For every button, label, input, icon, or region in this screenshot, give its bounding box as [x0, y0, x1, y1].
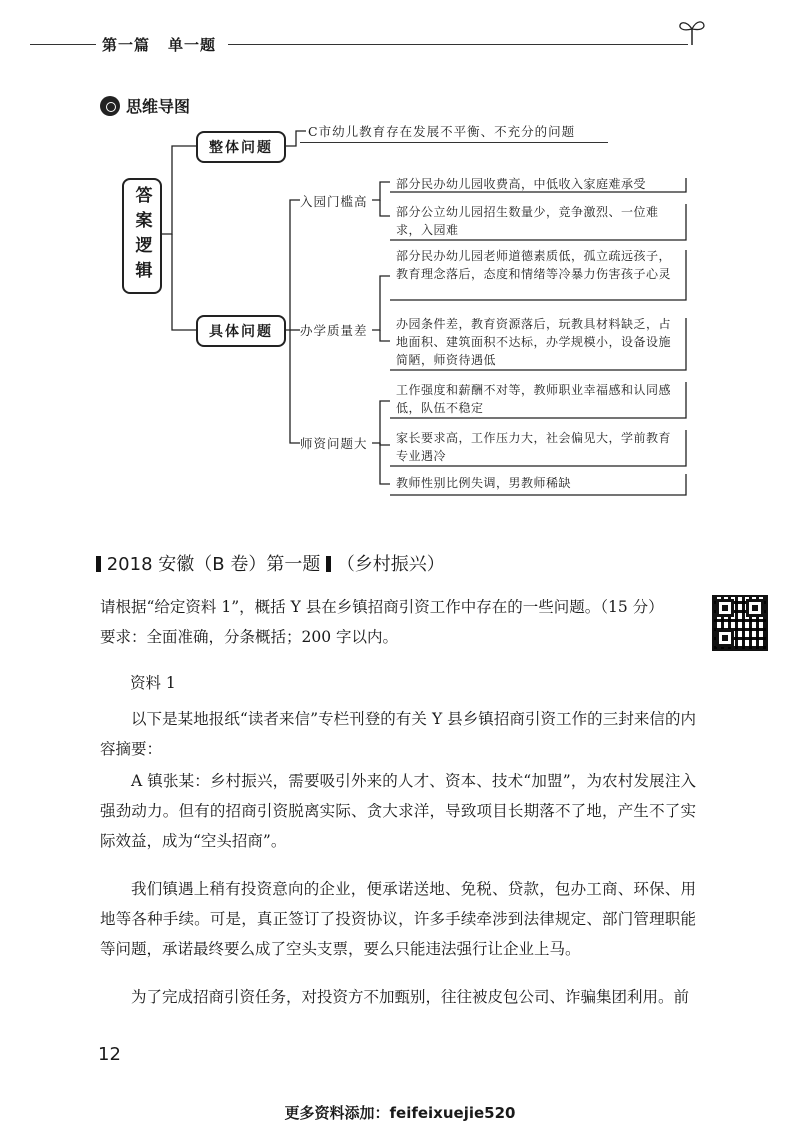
mindmap-category-quality: 办学质量差: [300, 323, 368, 338]
material-paragraph: 我们镇遇上稍有投资意向的企业，便承诺送地、免税、贷款，包办工商、环保、用地等各种手续。可是，真正签订了投资协议，许多手续牵涉到法律规定、部门管理职能等问题，承诺最终要么成了空头支票，要么只能违法强行让企业上马。: [100, 880, 696, 958]
mindmap-leaf: 教师性别比例失调，男教师稀缺: [396, 476, 572, 490]
mindmap-root-label: 答案逻辑: [131, 186, 152, 286]
mindmap-specific-node: [196, 315, 286, 347]
mindmap-category-teachers: 师资问题大: [300, 436, 368, 451]
material-paragraph: A 镇张某：乡村振兴，需要吸引外来的人才、资本、技术“加盟”，为农村发展注入强劲动力。但有的招商引资脱离实际、贪大求洋，导致项目长期落不了地，产生不了实际效益，成为“空头招商”。: [100, 772, 696, 850]
question-requirement: 要求：全面准确，分条概括；200 字以内。: [100, 628, 399, 646]
mindmap-leaf: 部分民办幼儿园收费高，中低收入家庭难承受: [396, 177, 647, 191]
question-topic: （乡村振兴）: [336, 554, 445, 575]
header-chapter: 单一题: [168, 36, 217, 54]
mindmap-overall-label: 整体问题: [209, 140, 273, 156]
mindmap-category-entry: 入园门槛高: [300, 194, 368, 209]
mindmap-root: [122, 178, 162, 294]
title-bar-left: [96, 556, 101, 572]
material-paragraph: 为了完成招商引资任务，对投资方不加甄别，往往被皮包公司、诈骗集团利用。前: [131, 988, 690, 1006]
title-bar-right: [326, 556, 331, 572]
mindmap-leaf: 家长要求高，工作压力大，社会偏见大，学前教育专业遇冷: [396, 431, 672, 463]
question-prompt: 请根据“给定资料 1”，概括 Y 县在乡镇招商引资工作中存在的一些问题。（15 分）: [100, 598, 664, 616]
section-title-text: 思维导图: [126, 97, 191, 116]
mindmap-overall-node: [196, 131, 286, 163]
mindmap-overall-underline: [300, 142, 608, 143]
qr-finder: [716, 629, 734, 647]
mindmap-overall-desc: C市幼儿教育存在发展不平衡、不充分的问题: [308, 124, 576, 139]
mindmap-specific-label: 具体问题: [209, 324, 273, 340]
qr-finder: [746, 599, 764, 617]
question-title-text: 2018 安徽（B 卷）第一题: [106, 554, 321, 575]
mindmap-leaf: 部分公立幼儿园招生数量少，竞争激烈、一位难求，入园难: [396, 205, 659, 237]
qr-code-icon: [712, 595, 768, 651]
mindmap-leaf: 办园条件差，教育资源落后，玩教具材料缺乏，占地面积、建筑面积不达标，办学规模小，设备设施简陋，师资待遇低: [396, 317, 672, 367]
mindmap-leaf: 工作强度和薪酬不对等，教师职业幸福感和认同感低，队伍不稳定: [396, 383, 672, 415]
mindmap-leaf: 部分民办幼儿园老师道德素质低，孤立疏远孩子，教育理念落后，态度和情绪等冷暴力伤害孩子心灵: [396, 249, 672, 281]
footer-note: 更多资料添加：feifeixuejie520: [284, 1104, 516, 1122]
material-paragraph: 以下是某地报纸“读者来信”专栏刊登的有关 Y 县乡镇招商引资工作的三封来信的内容摘要：: [100, 710, 696, 758]
question-title: [96, 550, 445, 576]
page-number: 12: [98, 1044, 121, 1065]
qr-finder: [716, 599, 734, 617]
header-part: 第一篇: [102, 36, 151, 54]
material-label: 资料 1: [130, 674, 176, 692]
